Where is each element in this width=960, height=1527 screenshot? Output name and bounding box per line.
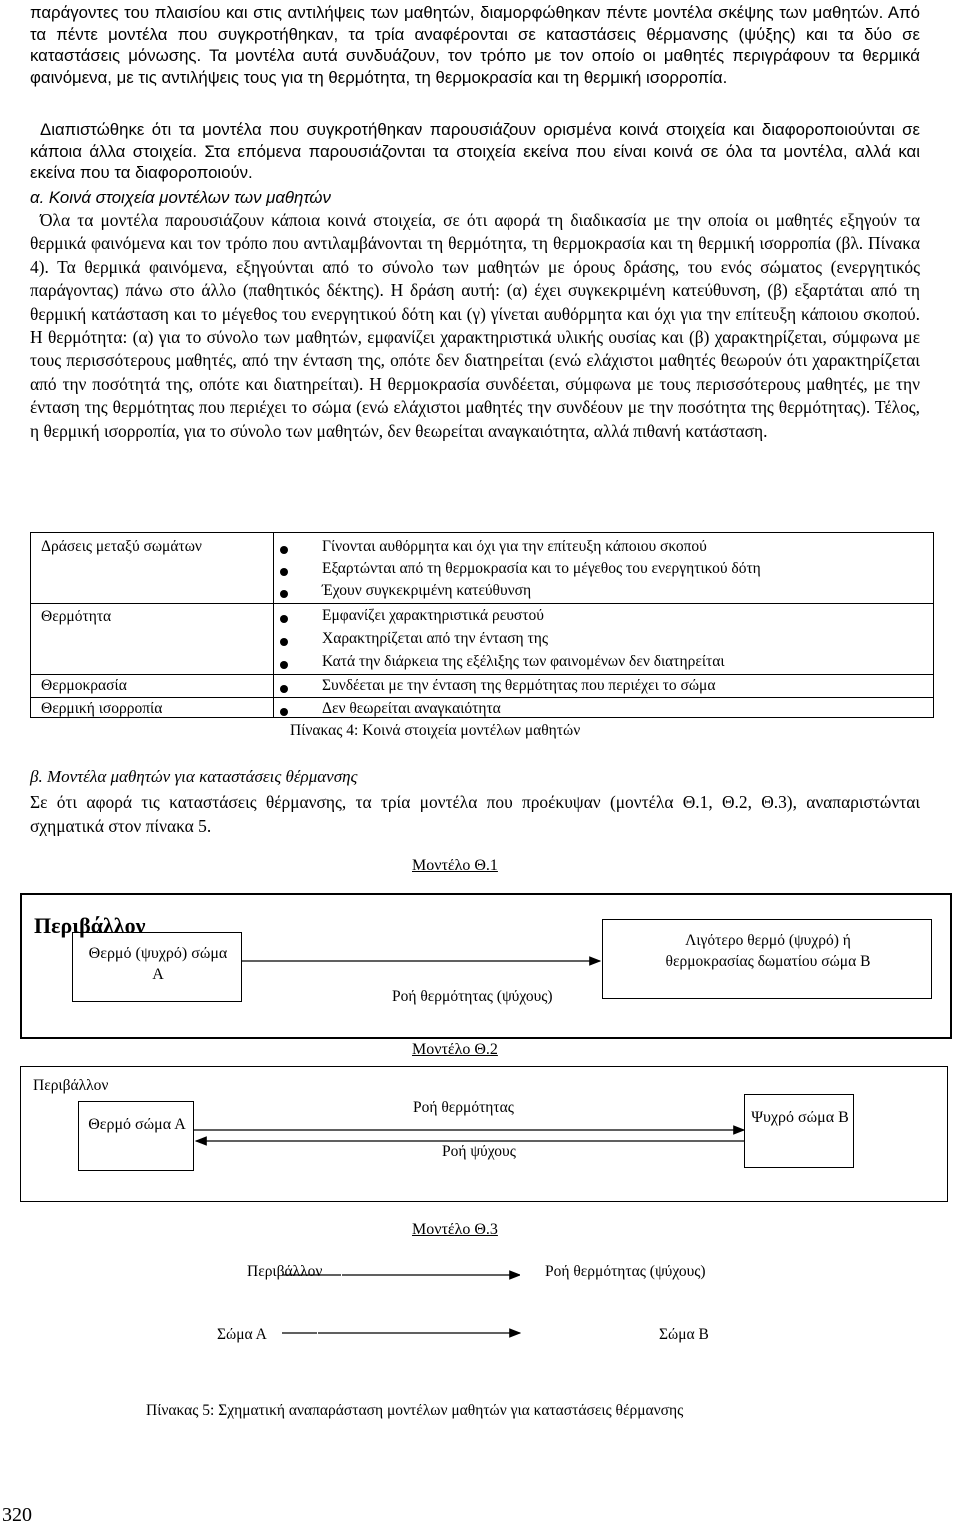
table-4-item: Συνδέεται με την ένταση της θερμότητας που περιέχει το σώμα — [322, 677, 716, 694]
paragraph-common-details: Όλα τα μοντέλα παρουσιάζουν κάποια κοινά στοιχεία, σε ότι αφορά τη διαδικασία με την οποία οι μαθητές εξηγούν τα θερμικά φαινόμενα και τον τρόπο που αντιλαμβάνονται τη θερμότητα, τη θερμοκρασία και τη θερμική ισορροπία (βλ. Πίνακα 4). Τα θερμικά φαινόμενα, εξηγούνται από το σύνολο των μαθητών με όρους δράσης, του ενός σώματος (ενεργητικός παράγοντας) πάνω στο άλλο (παθητικός δέκτης). Η δράση αυτή: (α) έχει συγκεκριμένη κατεύθυνση, (β) εξαρτάται από τη θερμική κατάσταση και το μέγεθος του ενεργητικού δότη και (γ) γίνεται αυθόρμητα και όχι για την επίτευξη κάποιου σκοπού. Η θερμότητα: (α) για το σύνολο των μαθητών, εμφανίζει χαρακτηριστικά υλικής ουσίας και (β) χαρακτηρίζεται, σύμφωνα με τους περισσότερους μαθητές, από την ένταση της, οπότε δεν διατηρείται (ενώ ελάχιστοι μαθητές θεωρούν ότι χαρακτηρίζεται από την ποσότητά της, οπότε και διατηρείται). Η θερμοκρασία συνδέεται, σύμφωνα με τους περισσότερους μαθητές, με την ένταση της θερμότητας που περιέχει το σώμα (ενώ ελάχιστοι μαθητές την συνδέουν με την ποσότητα της θερμότητας). Τέλος, η θερμική ισορροπία, για το σύνολο των μαθητών, δεν θεωρείται αναγκαιότητα, αλλά πιθανή κατάσταση. — [30, 210, 920, 441]
model-1-title: Μοντέλο Θ.1 — [412, 857, 498, 874]
paragraph-common-elements: Διαπιστώθηκε ότι τα μοντέλα που συγκροτήθηκαν παρουσιάζουν ορισμένα κοινά στοιχεία και διαφοροποιούνται σε κάποια άλλα στοιχεία. Στα επόμενα παρουσιάζονται τα στοιχεία εκείνα που είναι κοινά σε όλα τα μοντέλα, αλλά και εκείνα που τα διαφοροποιούν. — [30, 120, 920, 182]
table-4-item: Χαρακτηρίζεται από την ένταση της — [322, 630, 549, 647]
paragraph-heating-models: Σε ότι αφορά τις καταστάσεις θέρμανσης, τα τρία μοντέλα που προέκυψαν (μοντέλα Θ.1, Θ.2, Θ.3), αναπαριστώνται σχηματικά στον πίνακα 5. — [30, 792, 920, 836]
model-2-body-a-box — [78, 1101, 194, 1171]
table-4-item: Δεν θεωρείται αναγκαιότητα — [322, 700, 501, 717]
model-1-body-b-label: Λιγότερο θερμό (ψυχρό) ή θερμοκρασίας δωματίου σώμα Β — [665, 932, 871, 970]
model-3-body-b-box — [620, 1313, 760, 1353]
model-2-heat-label: Ροή θερμότητας — [413, 1099, 514, 1116]
model-1-flow-label: Ροή θερμότητας (ψύχους) — [392, 988, 553, 1005]
table-4-item: Εξαρτώνται από τη θερμοκρασία και το μέγεθος του ενεργητικού δότη — [322, 560, 761, 577]
model-3-body-a-box — [178, 1313, 318, 1353]
table-4-item: Έχουν συγκεκριμένη κατεύθυνση — [322, 582, 532, 599]
table-4-caption: Πίνακας 4: Κοινά στοιχεία μοντέλων μαθητών — [290, 722, 581, 739]
table-4-item: Κατά την διάρκεια της εξέλιξης των φαινομένων δεν διατηρείται — [322, 653, 725, 670]
model-2-cold-label: Ροή ψύχους — [442, 1143, 516, 1160]
model-3-flow-label: Ροή θερμότητας (ψύχους) — [545, 1263, 706, 1280]
table-4-item: Γίνονται αυθόρμητα και όχι για την επίτευξη κάποιου σκοπού — [322, 538, 707, 555]
model-2-environment-label: Περιβάλλον — [33, 1077, 109, 1094]
table-4-category: Θερμοκρασία — [41, 677, 127, 694]
model-3-environment-box — [228, 1254, 342, 1294]
model-2-title: Μοντέλο Θ.2 — [412, 1041, 498, 1058]
table-4-category: Θερμική ισορροπία — [41, 700, 163, 717]
page-number: 320 — [2, 1504, 32, 1526]
model-3-body-b-label: Σώμα Β — [659, 1326, 709, 1343]
model-2-body-b-box — [744, 1094, 854, 1168]
model-2-body-a-label: Θερμό σώμα Α — [88, 1116, 186, 1133]
model-3-environment-label: Περιβάλλον — [247, 1263, 323, 1280]
model-1-body-a-label: Θερμό (ψυχρό) σώμα Α — [88, 945, 228, 983]
model-2-body-b-label: Ψυχρό σώμα Β — [751, 1109, 849, 1126]
paragraph-intro: παράγοντες του πλαισίου και στις αντιλήψεις των μαθητών, διαμορφώθηκαν πέντε μοντέλα σκέψης των μαθητών. Από τα πέντε μοντέλα που συγκροτήθηκαν, τα τρία αναφέρονται σε καταστάσεις θέρμανσης (ψύξης) και τα δύο σε καταστάσεις μόνωσης. Τα μοντέλα αυτά συνδυάζουν, τον τρόπο με τον οποίο οι μαθητές περιγράφουν τα θερμικά φαινόμενα, με τις αντιλήψεις τους για τη θερμότητα, τη θερμοκρασία και τη θερμική ισορροπία. — [30, 3, 920, 87]
model-3-body-a-label: Σώμα Α — [217, 1326, 267, 1343]
model-1-environment-label: Περιβάλλον — [34, 913, 146, 938]
table-4-category: Θερμότητα — [41, 608, 112, 625]
table-4-category: Δράσεις μεταξύ σωμάτων — [41, 538, 202, 555]
heading-heating-models: β. Μοντέλα μαθητών για καταστάσεις θέρμανσης — [30, 767, 358, 786]
table-5-caption: Πίνακας 5: Σχηματική αναπαράσταση μοντέλων μαθητών για καταστάσεις θέρμανσης — [146, 1402, 684, 1419]
model-3-flow-box — [520, 1254, 756, 1294]
heading-common-elements: α. Κοινά στοιχεία μοντέλων των μαθητών — [30, 188, 331, 207]
table-4-item: Εμφανίζει χαρακτηριστικά ρευστού — [322, 607, 544, 624]
model-3-title: Μοντέλο Θ.3 — [412, 1221, 498, 1238]
